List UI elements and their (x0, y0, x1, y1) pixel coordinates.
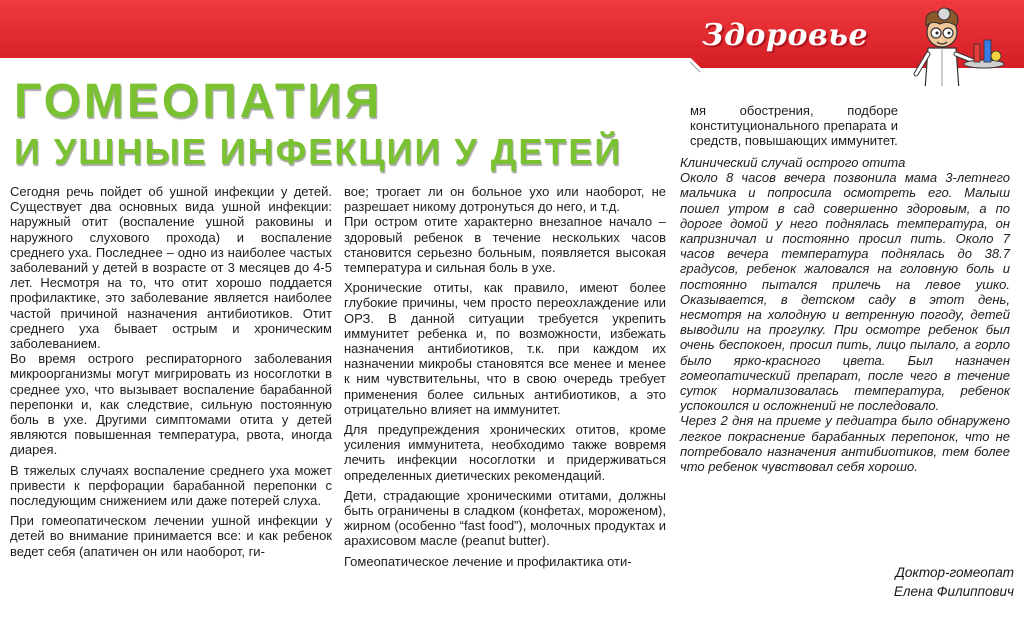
author-name: Елена Филиппович (893, 584, 1014, 599)
text-column-3 (680, 155, 1010, 474)
paragraph: Для предупреждения хронических отитов, кроме усиления иммунитета, необходимо также вовремя лечить инфекции носоглотки и придерживаться определенных диетических рекомендаций. (344, 422, 666, 483)
paragraph: Дети, страдающие хроническими отитами, должны быть ограничены в сладком (конфетах, мороженом), жирном (особенно “fast food”), молочных продуктах и арахисовом масле (peanut butter). (344, 487, 666, 549)
section-label: Здоровье (702, 18, 869, 53)
case-heading: Клинический случай острого отита (680, 155, 906, 170)
paragraph: При остром отите характерно внезапное начало – здоровый ребенок в течение нескольких часов становится серьезно больным, появляется высокая температура и сильная боль в ухе. (344, 214, 666, 276)
paragraph: Гомеопатическое лечение и профилактика оти- (344, 553, 632, 569)
author-signature (820, 563, 1020, 601)
doctor-mascot-icon (896, 0, 1014, 86)
paragraph: Хронические отиты, как правило, имеют более глубокие причины, чем просто переохлаждение или ОРЗ. В данной ситуации требуется укрепить иммунитет ребенка и, по возможности, избежать назначения антибиотиков, т.к. при каждом их назначении микробы становятся все менее и менее к ним чувствительны, что в свою очередь требует применения более сильных антибиотиков, а это отрицательно влияет на иммунитет. (344, 280, 666, 417)
article-title-line-2: И УШНЫЕ ИНФЕКЦИИ У ДЕТЕЙ (14, 131, 623, 172)
paragraph: Через 2 дня на приеме у педиатра было обнаружено легкое покраснение барабанных перепонок, что не потребовало назначения антибиотиков, тем более что ребенок чувствовал себя хорошо. (680, 413, 1010, 475)
paragraph: Сегодня речь пойдет об ушной инфекции у детей. Существует два основных вида ушной инфекции: наружный отит (воспаление ушной раковины и наружного слухового прохода) и воспаление среднего уха. Последнее – одно из наиболее частых заболеваний у детей в возрасте от 3 месяцев до 4-5 лет. Несмотря на то, что отит хорошо поддается профилактике, это заболевание является наиболее частой причиной назначения антибиотиков. Отит среднего уха бывает острым и хроническим заболеванием. (10, 184, 332, 352)
paragraph: вое; трогает ли он больное ухо или наоборот, не разрешает никому дотронуться до него, и т.д. (344, 184, 666, 215)
article-title-line-1: ГОМЕОПАТИЯ (14, 75, 383, 128)
text-column-3-continuation (690, 103, 898, 149)
paragraph: При гомеопатическом лечении ушной инфекции у детей во внимание принимается все: и как ребенок ведет себя (апатичен он или наоборот, ги- (10, 513, 332, 559)
text-column-2 (344, 184, 666, 569)
paragraph: В тяжелых случаях воспаление среднего уха может привести к перфорации барабанной перепонки с последующим снижением или даже потерей слуха. (10, 462, 332, 509)
paragraph: Во время острого респираторного заболевания микроорганизмы могут мигрировать из носоглотки в среднее ухо, что вызывает воспаление барабанной перепонки и, как следствие, сильную постоянную боль в ухе. Другими симптомами отита у детей являются повышенная температура, рвота, иногда диарея. (10, 351, 332, 458)
paragraph: мя обострения, подборе конституционального препарата и средств, повышающих иммунитет. (690, 103, 898, 149)
text-column-1 (10, 184, 332, 559)
paragraph: Около 8 часов вечера позвонила мама 3-летнего мальчика и попросила осмотреть его. Малыш пошел утром в сад совершенно здоровым, а по дороге домой у него поднялась температура, он капризничал и постоянно просил пить. Около 7 часов вечера температура поднялась до 38.7 градусов, ребенок жаловался на головную боль и постоянно пытался прилечь на левое ушко. Оказывается, в детском саду в этот день, несмотря на холодную и ветренную погоду, детей выводили на прогулку. При осмотре ребенок был очень беспокоен, просил пить, лицо пылало, а горло было ярко-красного цвета. Был назначен гомеопатический препарат, после чего в течение суток нормализовалась температура, ребенок успокоился и осложнений не последовало. (680, 170, 1010, 414)
author-role: Доктор-гомеопат (895, 565, 1014, 580)
